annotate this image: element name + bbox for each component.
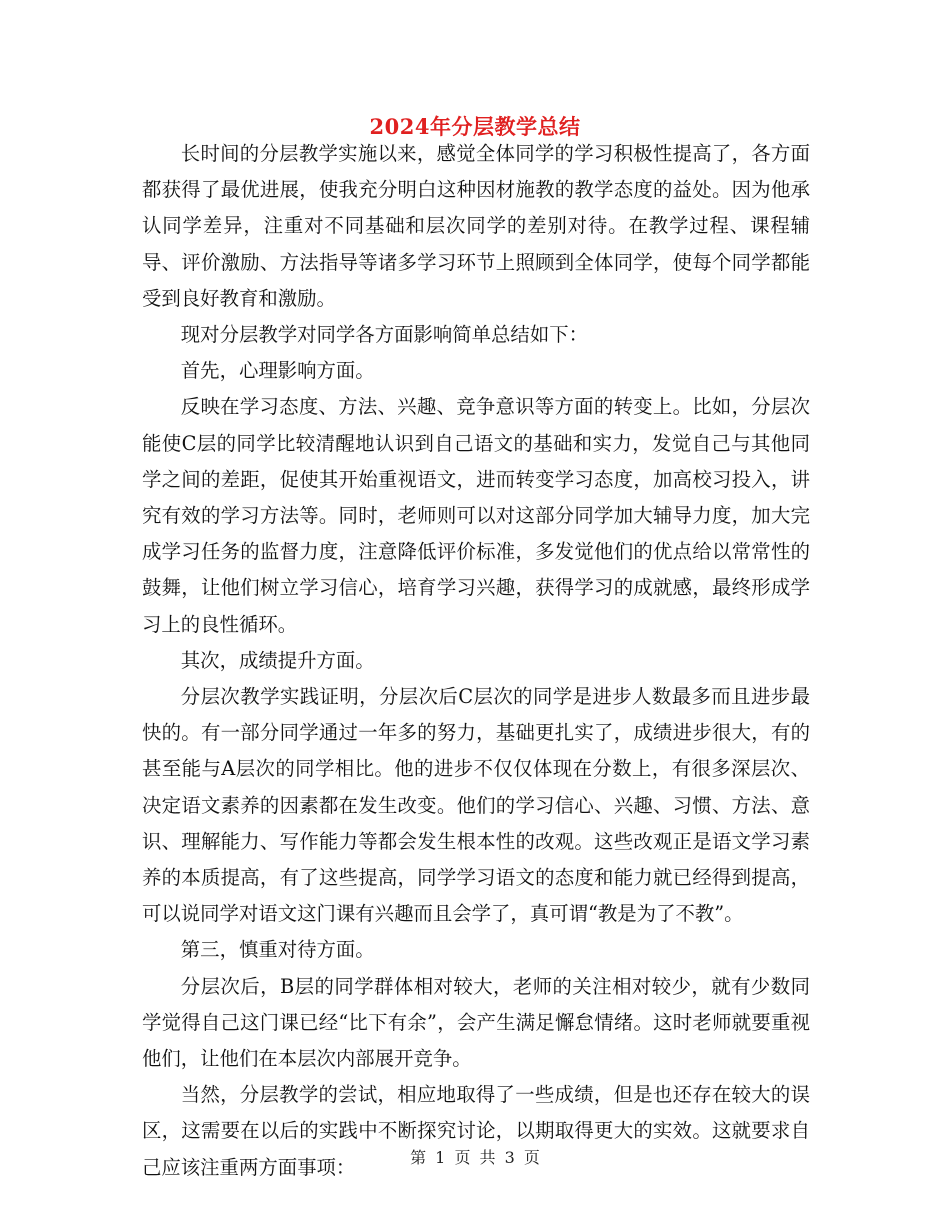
document-title: 2024年分层教学总结 xyxy=(369,114,581,139)
heading-grades: 其次，成绩提升方面。 xyxy=(180,648,375,672)
paragraph-grades: 分层次教学实践证明，分层次后C层次的同学是进步人数最多而且进步最快的。有一部分同学通过一年多的努力，基础更扎实了，成绩进步很大，有的甚至能与A层次的同学相比。他的进步不仅仅体现在分数上，有很多深层次、决定语文素养的因素都在发生改变。他们的学习信心、兴趣、习惯、方法、意识、理解能力、写作能力等都会发生根本性的改观。这些改观正是语文学习素养的本质提高，有了这些提高，同学学习语文的态度和能力就已经得到提高，可以说同学对语文这门课有兴趣而且会学了，真可谓“教是为了不教”。 xyxy=(142,685,810,926)
heading-caution: 第三，慎重对待方面。 xyxy=(180,938,375,962)
paragraph-summary-lead: 现对分层教学对同学各方面影响简单总结如下： xyxy=(180,323,588,347)
page-number-footer: 第 1 页 共 3 页 xyxy=(410,1148,540,1167)
paragraph-psychology: 反映在学习态度、方法、兴趣、竞争意识等方面的转变上。比如，分层次能使C层的同学比较清醒地认识到自己语文的基础和实力，发觉自己与其他同学之间的差距，促使其开始重视语文，进而转变学习态度，加高校习投入，讲究有效的学习方法等。同时，老师则可以对这部分同学加大辅导力度，加大完成学习任务的监督力度，注意降低评价标准，多发觉他们的优点给以常常性的鼓舞，让他们树立学习信心，培育学习兴趣，获得学习的成就感，最终形成学习上的良性循环。 xyxy=(142,395,810,636)
document-body xyxy=(142,136,810,1186)
heading-psychology: 首先，心理影响方面。 xyxy=(180,359,375,383)
paragraph-intro: 长时间的分层教学实施以来，感觉全体同学的学习积极性提高了，各方面都获得了最优进展，使我充分明白这种因材施教的教学态度的益处。因为他承认同学差异，注重对不同基础和层次同学的差别对待。在教学过程、课程辅导、评价激励、方法指导等诸多学习环节上照顾到全体同学，使每个同学都能受到良好教育和激励。 xyxy=(142,142,810,310)
paragraph-caution: 分层次后，B层的同学群体相对较大，老师的关注相对较少，就有少数同学觉得自己这门课已经“比下有余”，会产生满足懈怠情绪。这时老师就要重视他们，让他们在本层次内部展开竞争。 xyxy=(142,974,810,1071)
paragraph-conclusion: 当然，分层教学的尝试，相应地取得了一些成绩，但是也还存在较大的误区，这需要在以后的实践中不断探究讨论，以期取得更大的实效。这就要求自己应该注重两方面事项： xyxy=(142,1083,810,1179)
